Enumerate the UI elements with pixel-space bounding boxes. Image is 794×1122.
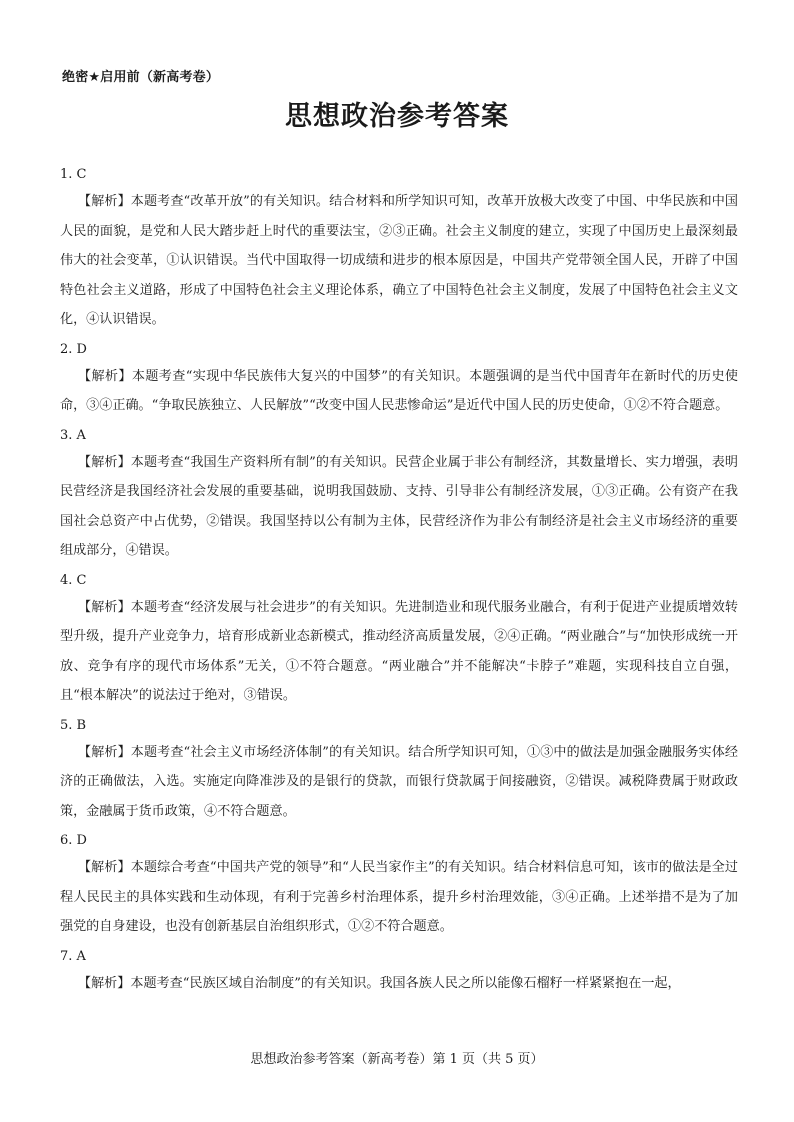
analysis-label: 【解析】 <box>78 860 131 875</box>
question-number: 4. C <box>60 572 87 588</box>
analysis-text: 本题考查“实现中华民族伟大复兴的中国梦”的有关知识。本题强调的是当代中国青年在新时代的历史使命，③④正确。“争取民族独立、人民解放”“改变中国人民悲惨命运”是近代中国人民的历史使命，①②不符合题意。 <box>60 368 739 413</box>
answer-item <box>60 570 738 711</box>
question-number: 6. D <box>60 833 87 848</box>
question-number: 7. A <box>60 948 86 964</box>
answer-item <box>60 946 738 999</box>
question-number: 2. D <box>60 341 87 357</box>
answer-item <box>60 339 738 421</box>
analysis-label: 【解析】 <box>78 744 131 760</box>
confidential-tag: 绝密★启用前（新高考卷） <box>62 70 220 85</box>
question-number: 3. A <box>60 427 86 443</box>
question-number: 5. B <box>60 717 87 733</box>
answer-list <box>60 164 738 1002</box>
answer-item <box>60 715 738 827</box>
analysis-text: 本题考查“改革开放”的有关知识。结合材料和所学知识可知，改革开放极大改变了中国、中华民族和中国人民的面貌，是党和人民大踏步赶上时代的重要法宝，②③正确。社会主义制度的建立，实现了中国历史上最深刻最伟大的社会变革，①认识错误。当代中国取得一切成绩和进步的根本原因是，中国共产党带领全国人民，开辟了中国特色社会主义道路，形成了中国特色社会主义理论体系，确立了中国特色社会主义制度，发展了中国特色社会主义文化，④认识错误。 <box>60 194 739 327</box>
analysis-paragraph <box>60 853 738 942</box>
answer-item <box>60 164 738 335</box>
answer-item <box>60 425 738 566</box>
analysis-label: 【解析】 <box>78 194 131 209</box>
page-footer: 思想政治参考答案（新高考卷）第 1 页（共 5 页） <box>250 1052 544 1067</box>
analysis-label: 【解析】 <box>78 599 131 615</box>
analysis-text: 本题考查“我国生产资料所有制”的有关知识。民营企业属于非公有制经济，其数量增长、实力增强，表明民营经济是我国经济社会发展的重要基础，说明我国鼓励、支持、引导非公有制经济发展，①③正确。公有资产在我国社会总资产中占优势，②错误。我国坚持以公有制为主体，民营经济作为非公有制经济是社会主义市场经济的重要组成部分，④错误。 <box>60 454 739 558</box>
analysis-paragraph <box>60 738 738 827</box>
analysis-text: 本题综合考查“中国共产党的领导”和“人民当家作主”的有关知识。结合材料信息可知，该市的做法是全过程人民民主的具体实践和生动体现，有利于完善乡村治理体系，提升乡村治理效能，③④正确。上述举措不是为了加强党的自身建设，也没有创新基层自治组织形式，①②不符合题意。 <box>60 860 738 934</box>
analysis-label: 【解析】 <box>78 368 132 384</box>
analysis-label: 【解析】 <box>78 454 131 470</box>
page-title: 思想政治参考答案 <box>285 101 509 132</box>
question-number: 1. C <box>60 167 87 182</box>
analysis-label: 【解析】 <box>78 975 131 991</box>
analysis-paragraph <box>60 362 738 421</box>
analysis-text: 本题考查“社会主义市场经济体制”的有关知识。结合所学知识可知，①③中的做法是加强金融服务实体经济的正确做法，入选。实施定向降准涉及的是银行的贷款，而银行贷款属于间接融资，②错误。减税降费属于财政政策，金融属于货币政策，④不符合题意。 <box>60 744 739 819</box>
analysis-paragraph <box>60 969 738 999</box>
analysis-paragraph <box>60 448 738 566</box>
analysis-paragraph <box>60 187 738 335</box>
analysis-text: 本题考查“民族区域自治制度”的有关知识。我国各族人民之所以能像石榴籽一样紧紧抱在一起， <box>130 975 681 991</box>
analysis-text: 本题考查“经济发展与社会进步”的有关知识。先进制造业和现代服务业融合，有利于促进产业提质增效转型升级，提升产业竞争力，培育形成新业态新模式，推动经济高质量发展，②④正确。“两业融合”与“加快形成统一开放、竞争有序的现代市场体系”无关，①不符合题意。“两业融合”并不能解决“卡脖子”难题，实现科技自立自强，且“根本解决”的说法过于绝对，③错误。 <box>60 599 739 703</box>
answer-item <box>60 830 738 942</box>
analysis-paragraph <box>60 593 738 711</box>
